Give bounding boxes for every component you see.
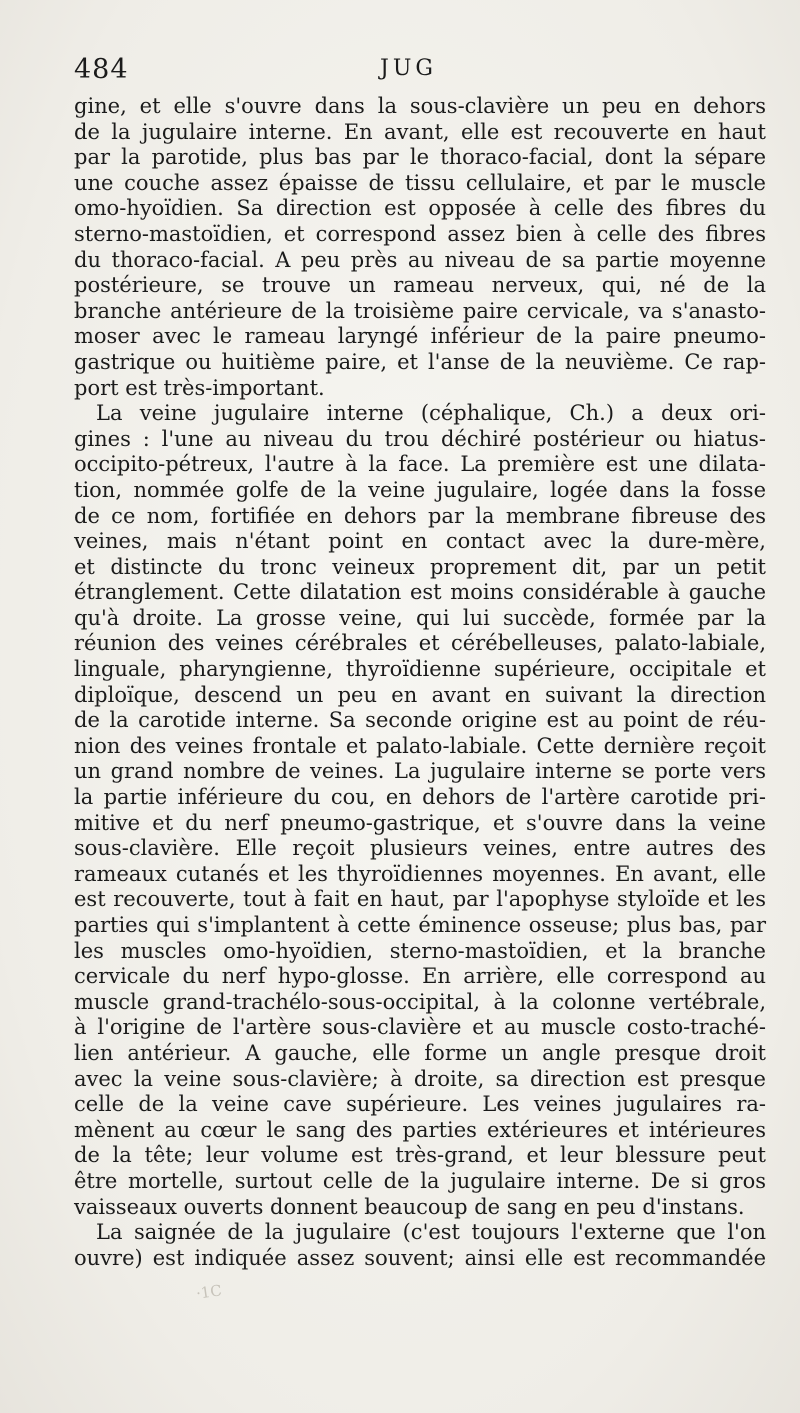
text-line: par la parotide, plus bas par le thoraco-facial, dont la sépare (74, 145, 766, 170)
text-line: est recouverte, tout à fait en haut, par l'apophyse styloïde et les (74, 887, 766, 912)
text-line: omo-hyoïdien. Sa direction est opposée à celle des fibres du (74, 196, 766, 221)
text-line: diploïque, descend un peu en avant en suivant la direction (74, 682, 766, 707)
text-line: et distincte du tronc veineux proprement dit, par un petit (74, 554, 766, 579)
text-line: gine, et elle s'ouvre dans la sous-clavière un peu en dehors (74, 94, 766, 118)
text-line: avec la veine sous-clavière; à droite, sa direction est presque (74, 1066, 766, 1091)
text-line: La veine jugulaire interne (céphalique, Ch.) a deux ori- (96, 401, 766, 426)
text-line: parties qui s'implantent à cette éminence osseuse; plus bas, par (74, 913, 766, 937)
bleed-through-mark: ·1C (194, 1281, 223, 1303)
text-line: être mortelle, surtout celle de la jugulaire interne. De si gros (74, 1168, 766, 1193)
text-line: du thoraco-facial. A peu près au niveau de sa partie moyenne (74, 247, 766, 272)
text-line: gines : l'une au niveau du trou déchiré postérieur ou hiatus- (74, 426, 766, 451)
text-line: sous-clavière. Elle reçoit plusieurs veines, entre autres des (74, 836, 766, 861)
text-line: tion, nommée golfe de la veine jugulaire, logée dans la fosse (74, 477, 766, 502)
body-text (74, 94, 766, 1271)
text-line: gastrique ou huitième paire, et l'anse de la neuvième. Ce rap- (74, 349, 766, 374)
text-line: de la carotide interne. Sa seconde origine est au point de réu- (74, 708, 766, 733)
text-line: mitive et du nerf pneumo-gastrique, et s'ouvre dans la veine (74, 810, 766, 835)
text-line: une couche assez épaisse de tissu cellulaire, et par le muscle (74, 170, 766, 195)
text-line: muscle grand-trachélo-sous-occipital, à la colonne vertébrale, (74, 989, 766, 1014)
text-line: branche antérieure de la troisième paire cervicale, va s'anasto- (74, 298, 766, 323)
text-line: celle de la veine cave supérieure. Les veines jugulaires ra- (74, 1092, 766, 1117)
text-line: mènent au cœur le sang des parties extérieures et intérieures (74, 1117, 766, 1142)
text-line: lien antérieur. A gauche, elle forme un angle presque droit (74, 1040, 766, 1065)
text-line: ouvre) est indiquée assez souvent; ainsi elle est recommandée (74, 1245, 766, 1270)
page-header (74, 54, 766, 88)
text-line: port est très-important. (74, 375, 325, 400)
text-line: de la jugulaire interne. En avant, elle est recouverte en haut (74, 119, 766, 144)
text-line: veines, mais n'étant point en contact avec la dure-mère, (74, 529, 766, 554)
text-line: nion des veines frontale et palato-labiale. Cette dernière reçoit (74, 733, 766, 758)
text-line: un grand nombre de veines. La jugulaire interne se porte vers (74, 759, 766, 784)
text-line: à l'origine de l'artère sous-clavière et au muscle costo-traché- (74, 1015, 766, 1040)
text-line: de la tête; leur volume est très-grand, et leur blessure peut (74, 1143, 766, 1168)
page-number: 484 (74, 54, 129, 85)
text-line: La saignée de la jugulaire (c'est toujours l'externe que l'on (96, 1220, 766, 1245)
text-line: moser avec le rameau laryngé inférieur de la paire pneumo- (74, 324, 766, 349)
text-line: sterno-mastoïdien, et correspond assez bien à celle des fibres (74, 221, 766, 246)
text-line: postérieure, se trouve un rameau nerveux, qui, né de la (74, 273, 766, 298)
text-line: linguale, pharyngienne, thyroïdienne supérieure, occipitale et (74, 657, 766, 682)
running-head: JUG (380, 56, 437, 81)
text-line: la partie inférieure du cou, en dehors de l'artère carotide pri- (74, 785, 766, 810)
text-line: les muscles omo-hyoïdien, sterno-mastoïdien, et la branche (74, 938, 766, 963)
text-line: étranglement. Cette dilatation est moins considérable à gauche (74, 580, 766, 605)
text-line: de ce nom, fortifiée en dehors par la membrane fibreuse des (74, 503, 766, 528)
text-line: qu'à droite. La grosse veine, qui lui succède, formée par la (74, 605, 766, 630)
text-line: cervicale du nerf hypo-glosse. En arrière, elle correspond au (74, 964, 766, 989)
text-line: occipito-pétreux, l'autre à la face. La première est une dilata- (74, 452, 766, 477)
text-line: rameaux cutanés et les thyroïdiennes moyennes. En avant, elle (74, 861, 766, 886)
text-line: vaisseaux ouverts donnent beaucoup de sang en peu d'instans. (74, 1194, 745, 1219)
text-line: réunion des veines cérébrales et cérébelleuses, palato-labiale, (74, 631, 766, 656)
